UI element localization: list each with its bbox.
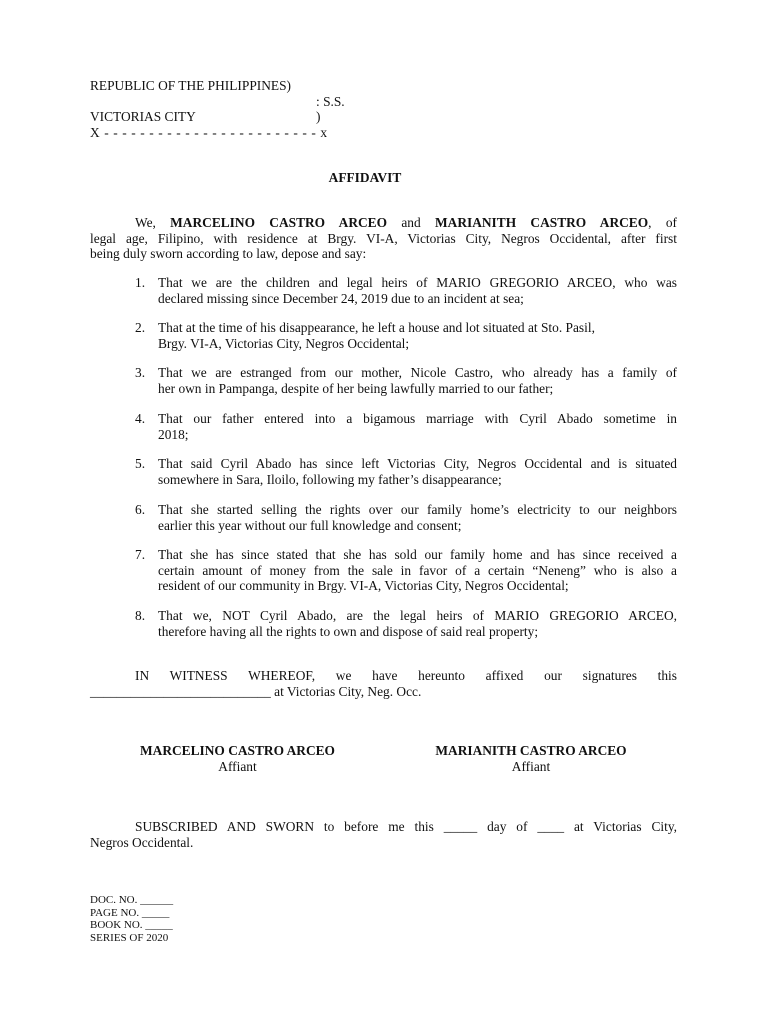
doc-no: DOC. NO. ______ [90,894,174,906]
signatory-1 [115,743,360,774]
caption-divider: X - - - - - - - - - - - - - - - - - - - - - - - - x [90,125,328,140]
caption-paren: ) [316,109,321,124]
item-line: certain amount of money from the sale in favor of a certain “Neneng” who is also a [158,562,677,578]
jurat-line-1: SUBSCRIBED AND SWORN to before me this _____ day of ____ at Victorias City, [135,819,677,834]
affiant-name-2: MARIANITH CASTRO ARCEO [435,215,649,230]
item-line: That we are estranged from our mother, Nicole Castro, who already has a family of [158,365,677,380]
page-no: PAGE NO. _____ [90,906,170,919]
document-title: AFFIDAVIT [328,170,402,185]
item-line: declared missing since December 24, 2019 due to an incident at sea; [158,290,524,306]
intro-and: and [387,215,436,230]
caption-republic: REPUBLIC OF THE PHILIPPINES) [90,78,292,93]
intro-line-2: legal age, Filipino, with residence at Brgy. VI-A, Victorias City, Negros Occidental, after first [90,230,677,246]
item-number: 6. [135,502,146,517]
intro-paragraph [90,215,677,262]
intro-of: , of [648,215,677,230]
caption-ss: : S.S. [316,94,345,109]
jurat-paragraph [90,819,677,850]
item-number: 5. [135,456,146,471]
signatory-name: MARIANITH CASTRO ARCEO [435,743,627,758]
item-line: That she started selling the rights over our family home’s electricity to our neighbors [158,502,677,517]
signatory-role: Affiant [511,758,551,774]
witness-line-2: ___________________________ at Victorias City, Neg. Occ. [90,683,422,699]
item-number: 3. [135,365,146,380]
item-line: That said Cyril Abado has since left Victorias City, Negros Occidental and is situated [158,456,677,471]
jurat-line-2: Negros Occidental. [90,834,194,850]
item-line: 2018; [158,426,189,442]
notarial-register [90,894,173,944]
intro-we: We, [135,215,171,230]
item-number: 8. [135,608,146,623]
witness-line-1: IN WITNESS WHEREOF, we have hereunto affixed our signatures this [135,668,677,683]
signatory-role: Affiant [218,758,257,774]
intro-line-3: being duly sworn according to law, depose and say: [90,246,367,261]
signatory-2 [410,743,652,774]
item-number: 1. [135,275,146,290]
book-no: BOOK NO. _____ [90,919,173,932]
item-number: 7. [135,547,146,562]
item-line: resident of our community in Brgy. VI-A, Victorias City, Negros Occidental; [158,578,569,593]
item-line: her own in Pampanga, despite of her being lawfully married to our father; [158,380,554,396]
witness-paragraph [90,668,677,699]
item-line: Brgy. VI-A, Victorias City, Negros Occidental; [158,335,410,351]
caption-city: VICTORIAS CITY [90,109,196,124]
affiant-name-1: MARCELINO CASTRO ARCEO [170,215,388,230]
signatory-name: MARCELINO CASTRO ARCEO [140,743,335,758]
item-line: That at the time of his disappearance, he left a house and lot situated at Sto. Pasil, [158,320,595,335]
intro-line-1 [90,215,677,231]
item-line: earlier this year without our full knowledge and consent; [158,517,462,533]
item-number: 4. [135,411,146,426]
item-line: That our father entered into a bigamous marriage with Cyril Abado sometime in [158,411,677,426]
item-line: That she has since stated that she has sold our family home and has since received a [158,547,677,562]
item-line: That we, NOT Cyril Abado, are the legal heirs of MARIO GREGORIO ARCEO, [158,608,677,623]
item-line: somewhere in Sara, Iloilo, following my father’s disappearance; [158,471,502,487]
item-line: That we are the children and legal heirs of MARIO GREGORIO ARCEO, who was [158,275,677,290]
item-number: 2. [135,320,146,335]
item-line: therefore having all the rights to own and dispose of said real property; [158,623,539,639]
series: SERIES OF 2020 [90,931,169,944]
